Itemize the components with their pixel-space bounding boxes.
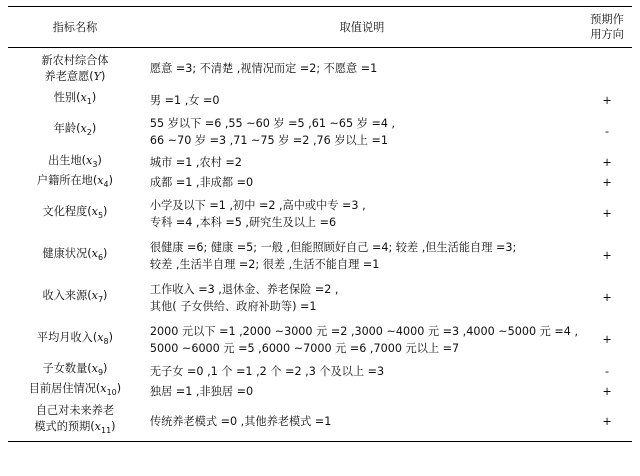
table-row — [8, 319, 632, 361]
indicator-name-cell — [8, 48, 142, 90]
closing-paren: ) — [97, 153, 102, 167]
indicator-name-line — [12, 173, 138, 193]
header-expected-direction — [582, 7, 632, 48]
value-description-line: 成都 =1 ,非成都 =0 — [149, 176, 254, 190]
table-row — [8, 193, 632, 235]
value-description-line: 小学及以下 =1 ,初中 =2 ,高中或中专 =3 , — [149, 198, 366, 212]
expected-direction-cell: + — [602, 249, 612, 263]
indicator-name-text: 平均月收入( — [36, 330, 98, 344]
closing-paren: ) — [103, 361, 108, 375]
variable-subscript: 8 — [103, 337, 109, 347]
value-description-line: 工作收入 =3 ,退休金、养老保险 =2 , — [149, 282, 339, 296]
variable-subscript: 2 — [86, 128, 92, 138]
table-row — [8, 153, 632, 173]
value-description-line: 5000 ~6000 元 =5 ,6000 ~7000 元 =6 ,7000 元以上 =7 — [149, 341, 460, 355]
variable-subscript: 3 — [92, 159, 98, 169]
indicator-name-text: 出生地( — [48, 153, 87, 167]
variable-symbol: x — [94, 420, 101, 434]
closing-paren: ) — [103, 246, 108, 260]
expected-direction-cell: + — [602, 176, 612, 190]
expected-direction-cell: + — [602, 156, 612, 170]
variable-symbol: x — [91, 288, 98, 302]
header-dir-line2: 用方向 — [590, 28, 624, 41]
indicator-name-text: 文化程度( — [42, 204, 92, 218]
value-description-line: 55 岁以下 =6 ,55 ~60 岁 =5 ,61 ~65 岁 =4 , — [149, 116, 396, 130]
value-description-line: 专科 =4 ,本科 =5 ,研究生及以上 =6 — [149, 215, 337, 229]
table-row — [8, 48, 632, 90]
variable-symbol: x — [91, 204, 98, 218]
indicator-name-cell — [8, 111, 142, 153]
indicator-name-text: 目前居住情况( — [28, 382, 101, 396]
variable-symbol: x — [86, 153, 93, 167]
indicator-name-cell — [8, 235, 142, 277]
indicator-name-text: 年龄( — [53, 122, 81, 136]
variable-symbol: x — [97, 173, 104, 187]
indicator-name-cell — [8, 90, 142, 111]
variable-symbol: Y — [93, 69, 102, 83]
table-body — [8, 48, 632, 442]
table-row — [8, 111, 632, 153]
value-description-line: 男 =1 ,女 =0 — [149, 93, 220, 107]
indicator-name-cell — [8, 361, 142, 381]
indicator-name-cell — [8, 401, 142, 441]
variable-symbol: x — [100, 382, 107, 396]
expected-direction-cell: - — [604, 125, 610, 138]
value-description-cell — [142, 111, 582, 153]
value-description-line: 较差 ,生活半自理 =2; 很差 ,生活不能自理 =1 — [149, 257, 380, 271]
indicator-name-line — [12, 419, 138, 439]
value-description-line: 66 ~70 岁 =3 ,71 ~75 岁 =2 ,76 岁以上 =1 — [149, 133, 388, 147]
indicator-name-line — [12, 361, 138, 381]
indicator-name-text: 收入来源( — [42, 288, 92, 302]
table-row — [8, 235, 632, 277]
expected-direction-cell: + — [602, 291, 612, 305]
value-description-line: 传统养老模式 =0 ,其他养老模式 =1 — [149, 414, 332, 428]
variable-subscript: 10 — [106, 388, 117, 398]
value-description-line: 很健康 =6; 健康 =5; 一般 ,但能照顾好自己 =4; 较差 ,但生活能自理 =3; — [149, 240, 517, 254]
expected-direction-cell: + — [602, 207, 612, 221]
indicator-name-text: 性别( — [53, 90, 81, 104]
value-description-cell — [142, 277, 582, 319]
indicator-name-line — [12, 330, 138, 350]
variable-symbol: x — [97, 330, 104, 344]
indicator-name-line — [12, 153, 138, 173]
value-description-cell — [142, 193, 582, 235]
value-description-cell — [142, 153, 582, 173]
header-dir-line1: 预期作 — [590, 13, 624, 26]
expected-direction-cell: + — [602, 384, 612, 398]
closing-paren: ) — [116, 382, 122, 396]
variable-symbol: x — [80, 90, 87, 104]
table-header-row — [8, 7, 632, 48]
indicator-name-text: 新农村综合体 — [41, 53, 109, 67]
indicator-name-line — [12, 381, 138, 401]
value-description-cell — [142, 361, 582, 381]
closing-paren: ) — [101, 69, 106, 83]
table-row — [8, 381, 632, 401]
indicator-name-text: 模式的预期( — [34, 420, 95, 434]
variable-subscript: 11 — [100, 426, 112, 436]
value-description-cell — [142, 235, 582, 277]
table-row — [8, 361, 632, 381]
indicator-name-line — [12, 53, 138, 69]
closing-paren: ) — [91, 90, 97, 104]
variable-subscript: 5 — [97, 211, 104, 221]
indicator-name-cell — [8, 153, 142, 173]
table-row — [8, 277, 632, 319]
expected-direction-cell: - — [604, 364, 610, 378]
table-row — [8, 401, 632, 441]
indicator-name-line — [12, 403, 138, 419]
closing-paren: ) — [103, 288, 108, 302]
header-value-description: 取值说明 — [339, 20, 385, 34]
value-description-cell — [142, 90, 582, 111]
indicator-name-text: 自己对未来养老 — [35, 404, 115, 418]
closing-paren: ) — [108, 173, 113, 187]
variable-subscript: 7 — [97, 295, 104, 305]
value-description-cell — [142, 381, 582, 401]
indicator-name-line — [12, 90, 138, 110]
value-description-line: 无子女 =0 ,1 个 =1 ,2 个 =2 ,3 个及以上 =3 — [149, 364, 385, 378]
variables-table — [8, 6, 632, 442]
indicator-name-cell — [8, 193, 142, 235]
indicator-name-text: 户籍所在地( — [36, 173, 98, 187]
closing-paren: ) — [111, 420, 116, 434]
closing-paren: ) — [91, 122, 97, 136]
indicator-name-line — [12, 204, 138, 224]
value-description-line: 城市 =1 ,农村 =2 — [149, 156, 242, 170]
value-description-cell — [142, 401, 582, 441]
value-description-line: 2000 元以下 =1 ,2000 ~3000 元 =2 ,3000 ~4000 元 =3 ,4000 ~5000 元 =4 , — [149, 324, 579, 338]
variable-symbol: x — [91, 361, 98, 375]
closing-paren: ) — [103, 204, 108, 218]
indicator-name-cell — [8, 319, 142, 361]
variable-subscript: 1 — [86, 97, 92, 107]
indicator-name-text: 养老意愿( — [44, 69, 94, 83]
expected-direction-cell: + — [602, 93, 612, 107]
value-description-cell — [142, 48, 582, 90]
expected-direction-cell: + — [602, 333, 612, 347]
indicator-name-text: 子女数量( — [42, 361, 92, 375]
value-description-line: 独居 =1 ,非独居 =0 — [149, 384, 254, 398]
indicator-name-cell — [8, 173, 142, 193]
value-description-line: 愿意 =3; 不清楚 ,视情况而定 =2; 不愿意 =1 — [149, 62, 378, 76]
table-row — [8, 173, 632, 193]
expected-direction-cell: + — [602, 414, 612, 428]
variable-symbol: x — [91, 246, 98, 260]
indicator-name-line — [12, 288, 138, 308]
value-description-cell — [142, 319, 582, 361]
variable-subscript: 4 — [103, 179, 109, 189]
indicator-name-cell — [8, 381, 142, 401]
table-row — [8, 90, 632, 111]
indicator-name-text: 健康状况( — [42, 246, 92, 260]
indicator-name-cell — [8, 277, 142, 319]
variable-subscript: 6 — [97, 253, 104, 263]
indicator-name-line — [12, 69, 138, 85]
indicator-name-line — [12, 121, 138, 141]
variable-subscript: 9 — [97, 368, 104, 378]
expected-direction-cell — [582, 48, 632, 90]
header-indicator-name: 指标名称 — [52, 20, 98, 34]
closing-paren: ) — [108, 330, 113, 344]
value-description-line: 其他( 子女供给、政府补助等) =1 — [149, 299, 317, 313]
value-description-cell — [142, 173, 582, 193]
variable-symbol: x — [80, 122, 87, 136]
indicator-name-line — [12, 246, 138, 266]
